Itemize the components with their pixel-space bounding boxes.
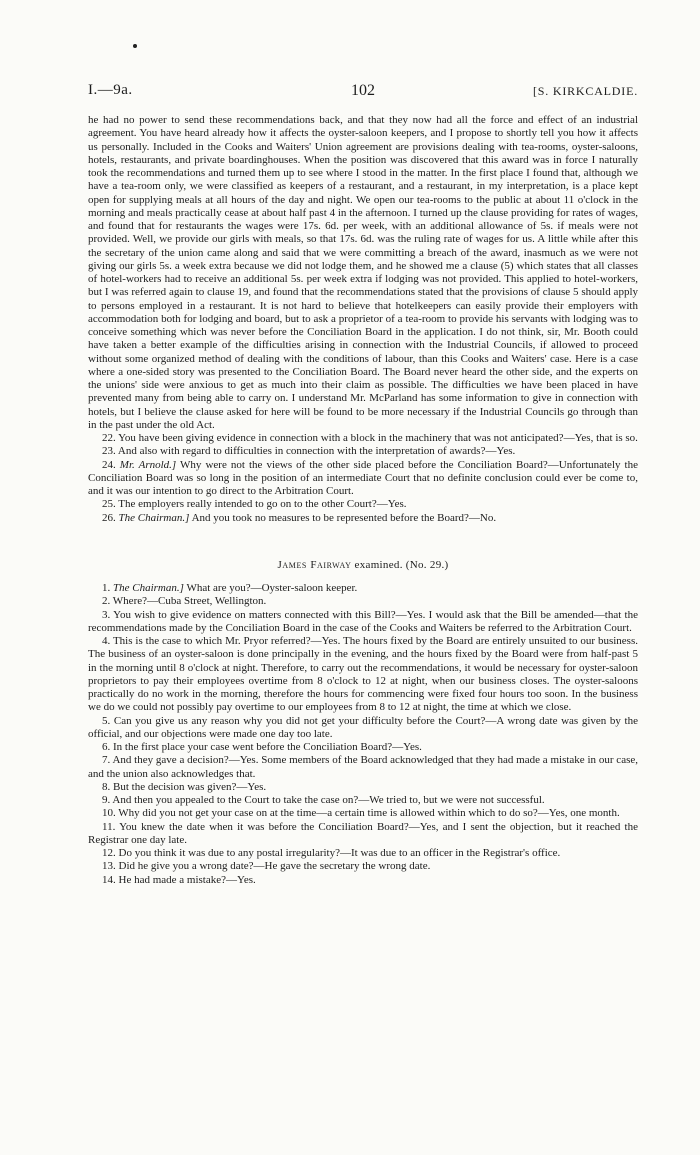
page-number: 102	[351, 82, 375, 99]
question-6: 6. In the first place your case went before the Conciliation Board?—Yes.	[102, 741, 422, 753]
question-7: 7. And they gave a decision?—Yes. Some members of the Board acknowledged that they had made a mistake in our case, and the union also acknowledges that.	[88, 754, 638, 780]
question-1	[88, 582, 638, 595]
question-9: 9. And then you appealed to the Court to take the case on?—We tried to, but we were not successful.	[102, 794, 545, 806]
question-text: What are you?—Oyster-saloon keeper.	[186, 582, 358, 594]
question-12: 12. Do you think it was due to any postal irregularity?—It was due to an officer in the Registrar's office.	[102, 847, 561, 859]
question-text: Why were not the views of the other side placed before the Conciliation Board?—Unfortunately the Conciliation Board was so long in the position of an intermediate Court that no definite conclusion could ever be come to, and it was our intention to go direct to the Arbitration Court.	[88, 458, 638, 497]
question-23: 23. And also with regard to difficulties in connection with the interpretation of awards?—Yes.	[102, 445, 516, 458]
question-number: 26.	[102, 511, 116, 524]
question-26	[88, 512, 638, 525]
question-number: 24.	[102, 458, 116, 471]
question-25: 25. The employers really intended to go on to the other Court?—Yes.	[102, 498, 407, 511]
speaker: Mr. Arnold.]	[119, 458, 177, 471]
witness-heading-rest: examined. (No. 29.)	[354, 558, 449, 571]
document-reference: I.—9a.	[88, 82, 133, 98]
witness-heading	[88, 559, 638, 572]
question-4: 4. This is the case to which Mr. Pryor referred?—Yes. The hours fixed by the Board are entirely unsuited to our business. The business of an oyster-saloon is done principally in the evening, and the hours fixed by the Board were from half-past 5 in the morning until 8 o'clock at night. Therefore, to carry out the recommendations, it would be necessary for oyster-saloon proprietors to pay their employees overtime from 8 o'clock to 12 at night, when our business closes. The oyster-saloons practically do no work in the morning, therefore the hours for commencing were fixed four hours too soon. In the business we do we could not possibly pay overtime to our employees from 8 to 12 at night, the time at which we close.	[88, 635, 638, 714]
testimony-paragraph: he had no power to send these recommendations back, and that they now had all the force and effect of an industrial agreement. You have heard already how it affects the oyster-saloon keepers, and I propose to shortly tell you how it affects us personally. Included in the Cooks and Waiters' Union agreement are provisions dealing with tea-rooms, oyster-saloons, hotels, restaurants, and private boardinghouses. When the position was discovered that this award was in force I naturally took the recommendations and turned them up to see where I stood in the matter. In the first place I found that, although we have a tea-room only, we were classified as keepers of a restaurant, and a restaurant, in my interpretation, is a place kept open for supplying meals at all hours of the day and night. We open our tea-rooms to the public at about 11 o'clock in the morning and meals practically cease at about half past 4 in the afternoon. I turned up the clause providing for rates of wages, and found that for restaurants the wages were 17s. 6d. per week, with an additional allowance of 5s. if meals were not provided. Well, we provide our girls with meals, so that 17s. 6d. was the ruling rate of wages for us. A little while after this the secretary of the union came along and said that we were committing a breach of the award, inasmuch as we were not giving our girls 5s. a week extra because we did not lodge them, and he showed me a clause (5) which states that all classes of hotel-workers had to receive an additional 5s. per week extra if lodging was not provided. This applied to hotel-workers, but I was referred again to clause 19, and found that the recommendations stated that the provisions of clause 5 should apply to persons employed in a restaurant. It is not hard to believe that hotelkeepers can easily provide their employers with accommodation both for lodging and board, but to ask a proprietor of a tea-room to provide his servants with lodging was to conceive something which was never before the Conciliation Board in the application. I do not think, sir, Mr. Booth could have taken a better example of the difficulties arising in connection with the Industrial Councils, if allowed to proceed without some organized method of dealing with the conditions of labour, than this Cooks and Waiters' case. Here is a case where a one-sided story was presented to the Conciliation Board. The Board never heard the other side, and the experts on the unions' side were anxious to get as much into their claim as possible. The difficulties we have been placed in have prevented many from being able to carry on. I understand Mr. McParland has some information to give in connection with hotels, but I believe the clause asked for here will be found to be more necessary if the Industrial Councils go through than in the past under the old Act.	[88, 114, 638, 431]
witness-name: [S. KIRKCALDIE.	[533, 84, 638, 98]
page-body	[88, 114, 638, 887]
question-number: 1.	[102, 582, 111, 594]
speaker: The Chairman.]	[118, 511, 190, 524]
question-13: 13. Did he give you a wrong date?—He gave the secretary the wrong date.	[102, 860, 431, 873]
question-24	[88, 459, 638, 499]
question-text: And you took no measures to be represented before the Board?—No.	[191, 511, 497, 524]
question-22: 22. You have been giving evidence in connection with a block in the machinery that was not anticipated?—Yes, that is so.	[102, 432, 638, 444]
witness-heading-name: James Fairway	[277, 558, 352, 571]
speaker: The Chairman.]	[113, 582, 184, 594]
question-14: 14. He had made a mistake?—Yes.	[102, 873, 256, 886]
question-2: 2. Where?—Cuba Street, Wellington.	[102, 595, 267, 608]
question-10: 10. Why did you not get your case on at the time—a certain time is allowed within which to do so?—Yes, one month.	[102, 807, 620, 820]
question-11: 11. You knew the date when it was before the Conciliation Board?—Yes, and I sent the objection, but it reached the Registrar one day late.	[88, 820, 638, 846]
question-3: 3. You wish to give evidence on matters connected with this Bill?—Yes. I would ask that the Bill be amended—that the recommendations made by the Conciliation Board in the case of the Cooks and Waiters be referred to the Arbitration Court.	[88, 608, 638, 634]
question-8: 8. But the decision was given?—Yes.	[102, 780, 267, 793]
ink-dot	[133, 44, 137, 48]
question-5: 5. Can you give us any reason why you did not get your difficulty before the Court?—A wrong date was given by the official, and our objections were made one day too late.	[88, 714, 638, 740]
page-header	[88, 82, 638, 104]
